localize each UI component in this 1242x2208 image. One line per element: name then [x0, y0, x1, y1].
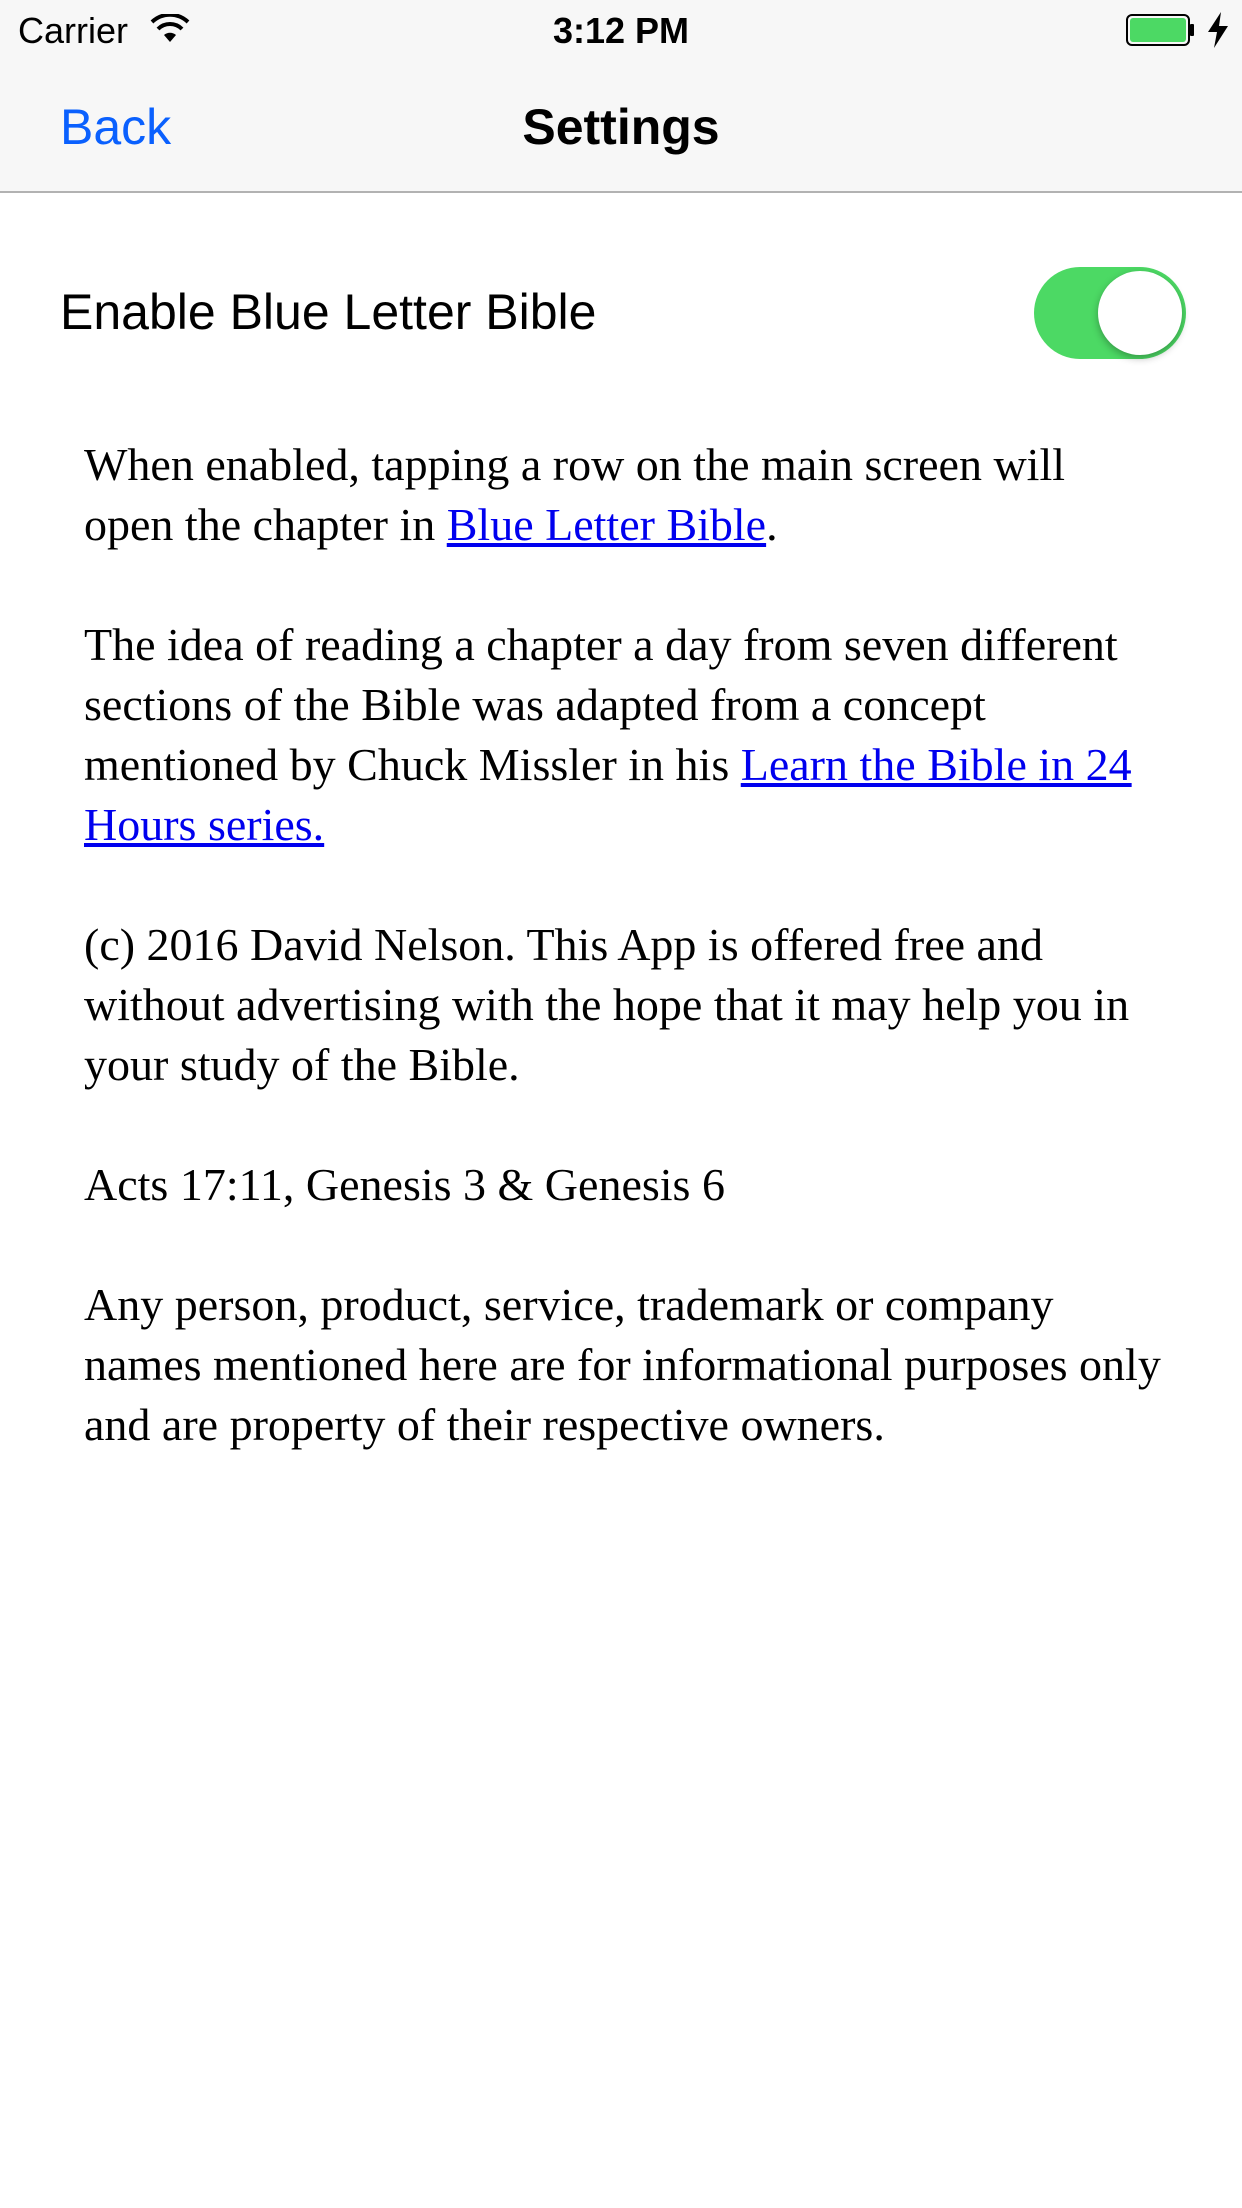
navigation-bar — [0, 60, 1242, 193]
battery-icon — [1126, 14, 1196, 46]
charging-bolt-icon — [1206, 12, 1230, 48]
toggle-label: Enable Blue Letter Bible — [60, 284, 597, 340]
paragraph-origin-text: The idea of reading a chapter a day from seven different sections of the Bible was adapted from a concept mentioned by Chuck Missler in his — [84, 619, 1118, 790]
toggle-knob — [1098, 271, 1182, 355]
learn-the-bible-link[interactable]: Learn the Bible in 24 Hours series. — [84, 739, 1132, 850]
enable-blue-letter-bible-toggle[interactable] — [1034, 267, 1186, 359]
back-button[interactable]: Back — [60, 99, 172, 155]
paragraph-copyright: (c) 2016 David Nelson. This App is offered free and without advertising with the hope that it may help you in your study of the Bible. — [84, 919, 1130, 1090]
status-bar — [0, 0, 1242, 60]
blue-letter-bible-link[interactable]: Blue Letter Bible — [446, 499, 767, 550]
carrier-label: Carrier — [18, 10, 129, 51]
setting-row-blue-letter-bible — [0, 193, 1242, 433]
paragraph-description-text: When enabled, tapping a row on the main screen will open the chapter in — [84, 439, 1066, 550]
paragraph-references: Acts 17:11, Genesis 3 & Genesis 6 — [84, 1159, 725, 1210]
paragraph-description — [84, 435, 1164, 555]
paragraph-disclaimer: Any person, product, service, trademark or company names mentioned here are for informational purposes only and are property of their respective owners. — [84, 1279, 1161, 1450]
page-title: Settings — [522, 99, 720, 155]
info-text — [84, 435, 1164, 1515]
status-time: 3:12 PM — [552, 10, 690, 51]
paragraph-origin — [84, 615, 1164, 855]
paragraph-description-end: . — [766, 499, 778, 550]
